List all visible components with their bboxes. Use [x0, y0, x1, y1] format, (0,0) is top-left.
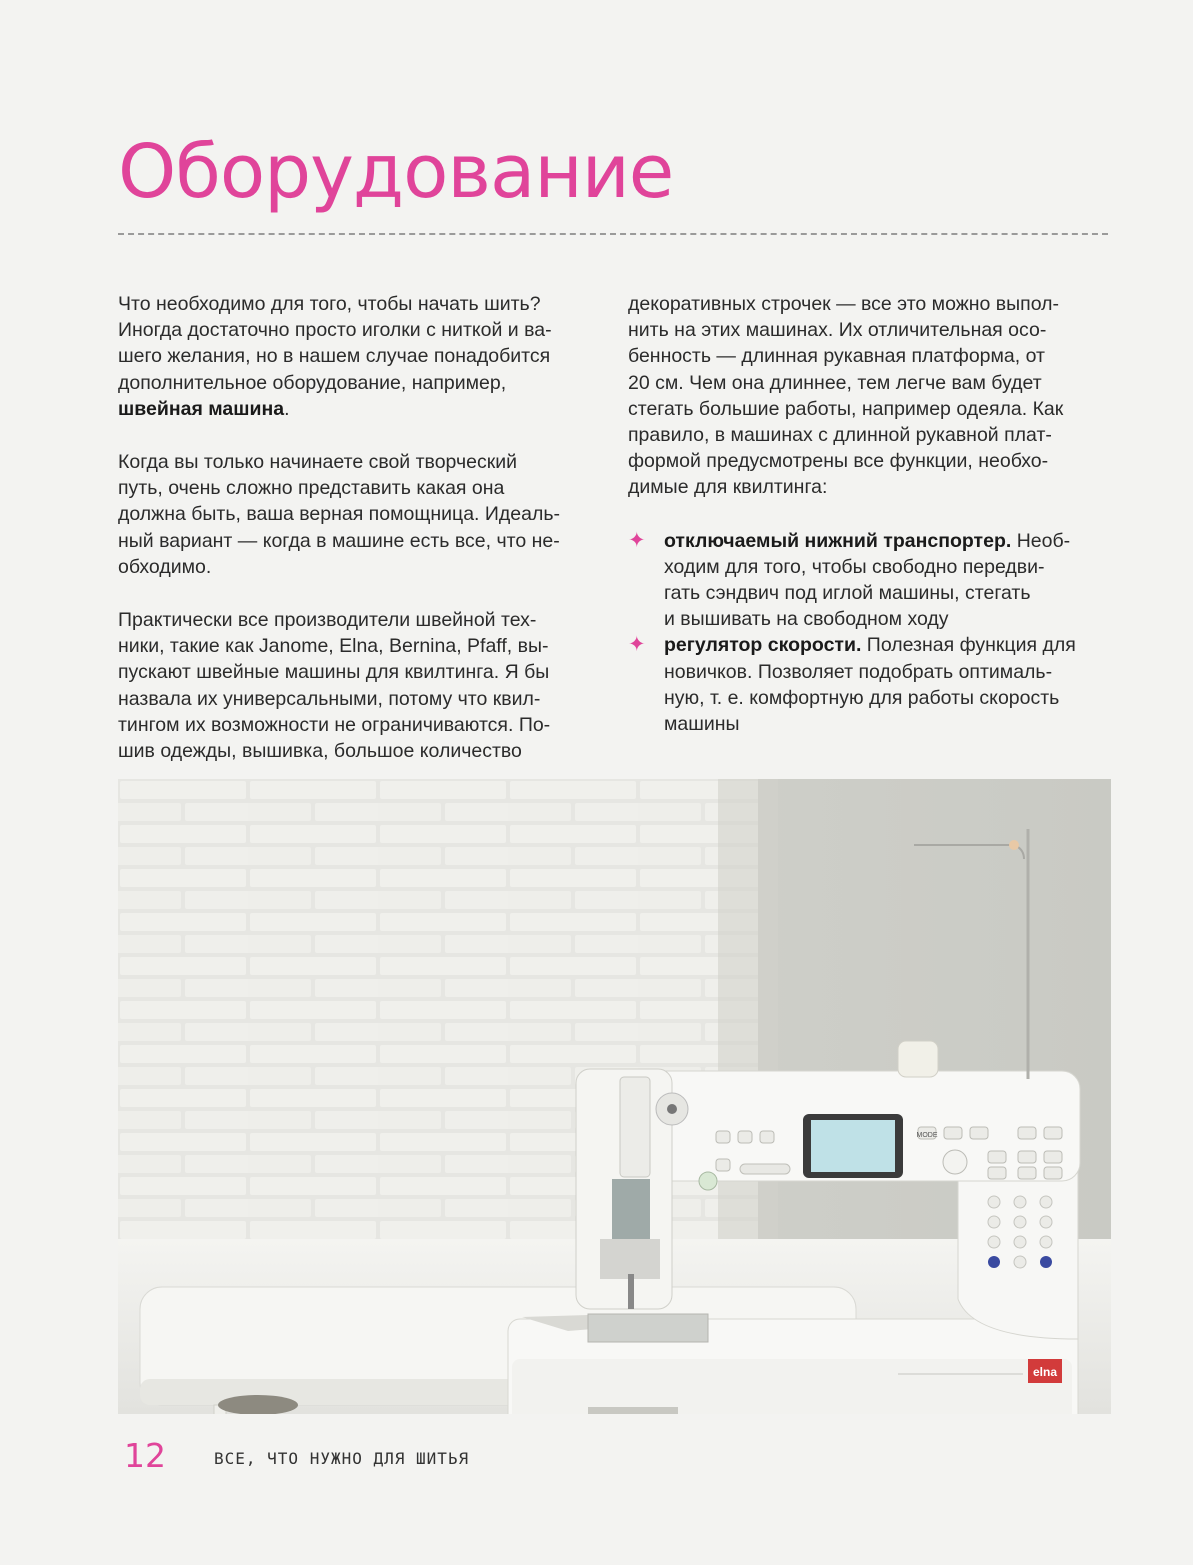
text-line: дополнительное оборудование, например, [118, 371, 507, 394]
bold-term: регулятор скорости. [664, 634, 862, 657]
text-line: тингом их возможности не ограничиваются. По- [118, 713, 551, 736]
text-line: стегать большие работы, например одеяла. Как [628, 397, 1064, 420]
page-number: 12 [124, 1436, 166, 1475]
text-line: новичков. Позволяет подобрать оптималь- [664, 660, 1053, 683]
star-bullet-icon: ✦ [628, 528, 646, 552]
text-line: декоративных строчек — все это можно выпол- [628, 293, 1060, 315]
bold-term: швейная машина [118, 397, 285, 420]
text-line: пускают швейные машины для квилтинга. Я бы [118, 661, 550, 684]
text-line: и вышивать на свободном ходу [664, 608, 949, 631]
brand-badge-label: elna [1032, 1365, 1058, 1379]
right-column [628, 291, 1118, 737]
title-divider [118, 233, 1108, 235]
text-line: бенность — длинная рукавная платформа, от [628, 345, 1045, 368]
text-line: гать сэндвич под иглой машины, стегать [664, 582, 1031, 605]
text-line: димые для квилтинга: [628, 476, 828, 499]
text-line: должна быть, ваша верная помощница. Идеаль- [118, 503, 560, 526]
bold-term: отключаемый нижний транспортер. [664, 529, 1012, 552]
text-line: назвала их универсальными, потому что квил- [118, 687, 541, 710]
text-line: шив одежды, вышивка, большое количество [118, 740, 522, 763]
left-column [118, 291, 598, 791]
sewing-machine-photo [118, 779, 1111, 1414]
text-line: Иногда достаточно просто иголки с ниткой и ва- [118, 319, 552, 342]
text-line: 20 см. Чем она длиннее, тем легче вам будет [628, 371, 1042, 394]
list-item [628, 528, 1118, 633]
star-bullet-icon: ✦ [628, 633, 646, 657]
text-line: Необ- [1011, 529, 1071, 552]
paragraph-platform [628, 291, 1118, 501]
text-line: путь, очень сложно представить какая она [118, 477, 505, 500]
text-line: шего желания, но в нашем случае понадобится [118, 345, 551, 368]
feature-list [628, 528, 1118, 738]
text-line: Когда вы только начинаете свой творческий [118, 451, 518, 474]
text-line: ную, т. е. комфортную для работы скорость [664, 686, 1060, 709]
text-line: . [284, 397, 290, 420]
paragraph-choice [118, 449, 598, 580]
list-item [628, 632, 1118, 737]
sewing-machine-illustration [118, 779, 1111, 1414]
text-line: нить на этих машинах. Их отличительная осо- [628, 319, 1047, 342]
text-line: обходимо. [118, 555, 212, 578]
running-title: ВСЕ, ЧТО НУЖНО ДЛЯ ШИТЬЯ [214, 1449, 470, 1468]
text-line: Что необходимо для того, чтобы начать шить? [118, 293, 541, 315]
text-line: ники, такие как Janome, Elna, Bernina, Pfaff, вы- [118, 635, 549, 658]
paragraph-manufacturers [118, 607, 598, 764]
text-line: ходим для того, чтобы свободно передви- [664, 555, 1045, 578]
text-line: машины [664, 713, 740, 736]
page-title: Оборудование [118, 129, 674, 215]
text-line: правило, в машинах с длинной рукавной плат- [628, 424, 1052, 447]
text-line: формой предусмотрены все функции, необхо- [628, 450, 1049, 473]
text-line: Полезная функция для [861, 634, 1076, 657]
text-line: ный вариант — когда в машине есть все, что не- [118, 529, 560, 552]
paragraph-intro [118, 291, 598, 422]
text-line: Практически все производители швейной тех- [118, 609, 537, 632]
mode-button-label: MODE [916, 1132, 938, 1139]
